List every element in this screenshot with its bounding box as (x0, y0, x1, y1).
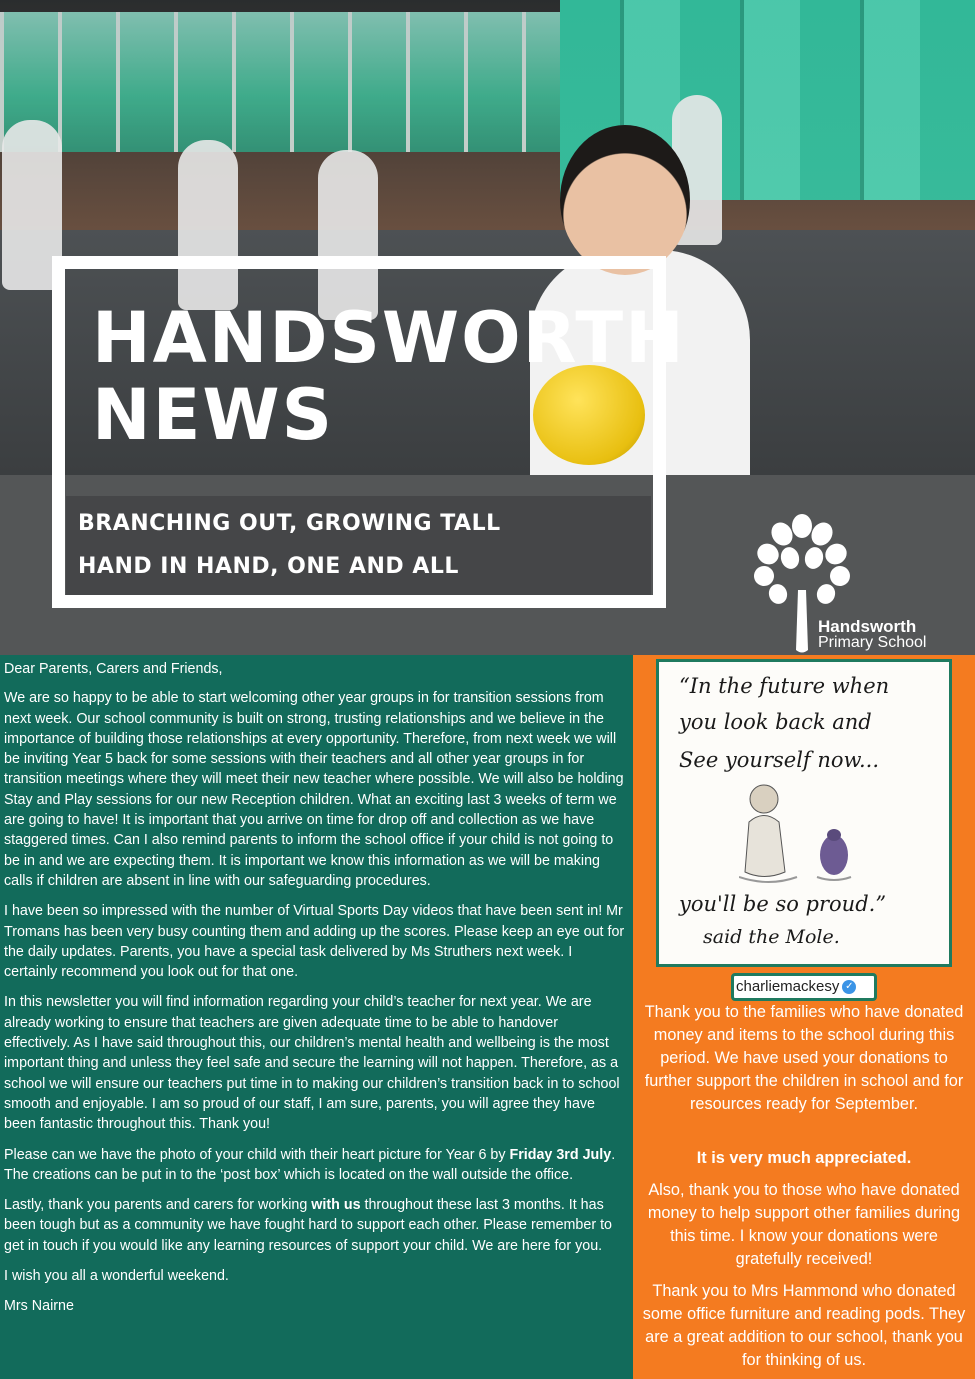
thank-you-column (633, 655, 975, 1379)
letter-text: throughout these last 3 months. It has been tough but as a community we have fought hard to support each other. Please remember to get in touch if you would like any learning resources of support your child. We are here for you. (4, 1197, 612, 1254)
emphasis-text: with us (311, 1197, 361, 1214)
letter-paragraph: In this newsletter you will find information regarding your child’s teacher for next year. We are already working to ensure that teachers are given adequate time to be able to handover effectively. As I have said throughout this, our children’s mental health and wellbeing is the most important thing and unless they feel safe and secure the learning will not happen. Therefore, as a school we will ensure our teachers put time in to making our children’s transition back in to school smooth and enjoyable. I am so proud of our staff, I am sure, parents, you will agree they have been fantastic throughout this. Thank you! (4, 994, 620, 1133)
title-line-1: HANDSWORTH (92, 297, 686, 379)
classroom-windows (0, 12, 560, 152)
handle-text: charliemackesy (736, 978, 840, 995)
letter-salutation: Dear Parents, Carers and Friends, (4, 661, 223, 677)
deadline-date: Friday 3rd July (509, 1146, 612, 1163)
letter-paragraph: We are so happy to be able to start welcoming other year groups in for transition sessions from next week. Our school community is built on strong, trusting relationships and we believe in the importance of building those relationships at every opportunity. Therefore, from next week we will be inviting Year 5 back for some sessions with their teachers and all other year groups in for transition meetings where they will meet their new teacher where possible. We will also be holding Stay and Play sessions for our new Reception children. What an exciting last 3 weeks of term we are going to have! It is important that you arrive on time for drop off and collection as we have staggered times. Can I also remind parents to inform the school office if your child is not going to be in and we are expecting them. It is important we know this information as we will be making calls if children are absent in line with our safeguarding procedures. (4, 690, 624, 889)
quote-card (656, 659, 952, 967)
letter-paragraph: I have been so impressed with the number of Virtual Sports Day videos that have been sent in! Mr Tromans has been very busy counting them and adding up the scores. Please keep an eye out for the daily updates. Parents, you have a special task delivered by Ms Struthers next week. I certainly recommend you look out for that one. (4, 903, 625, 981)
letter-text: Lastly, thank you parents and carers for working (4, 1197, 312, 1214)
letter-paragraph (4, 1195, 625, 1256)
headteacher-letter (0, 655, 633, 1379)
letter-paragraph (4, 1145, 625, 1186)
tagline-line-2: HAND IN HAND, ONE AND ALL (78, 554, 459, 579)
letter-paragraph: I wish you all a wonderful weekend. (4, 1268, 229, 1285)
furniture-thanks: Thank you to Mrs Hammond who donated some office furniture and reading pods. They are a great addition to our school, thank you for thinking of us. (642, 1282, 966, 1369)
quote-line: See yourself now... (679, 748, 880, 772)
donation-thanks: Thank you to the families who have donated money and items to the school during this period. We have used your donations to further support the children in school and for resources ready for September. (644, 1003, 964, 1113)
newsletter-title (92, 297, 712, 456)
title-line-2: NEWS (92, 374, 335, 456)
tagline-line-1: BRANCHING OUT, GROWING TALL (78, 511, 501, 536)
girl-head (560, 125, 690, 275)
instagram-handle (731, 973, 877, 1001)
letter-text: . The creations can be put in to the ‘post box’ which is located on the wall outside the office. (4, 1146, 616, 1183)
quote-line: said the Mole. (703, 926, 840, 948)
appreciation-note: It is very much appreciated. (696, 1149, 912, 1167)
letter-signoff: Mrs Nairne (4, 1298, 74, 1315)
letter-text: Please can we have the photo of your child with their heart picture for Year 6 by (4, 1146, 510, 1163)
quote-line: you look back and (679, 710, 872, 734)
quote-line: “In the future when (679, 674, 890, 698)
boy-and-mole-illustration (739, 777, 869, 887)
family-support-thanks: Also, thank you to those who have donated money to help support other families during this time. I know your donations were gratefully received! (647, 1181, 961, 1268)
quote-line: you'll be so proud.” (679, 892, 887, 916)
logo-subtitle: Primary School (818, 634, 927, 651)
verified-check-icon: ✓ (842, 980, 856, 994)
logo-school-name: Handsworth (818, 617, 917, 636)
